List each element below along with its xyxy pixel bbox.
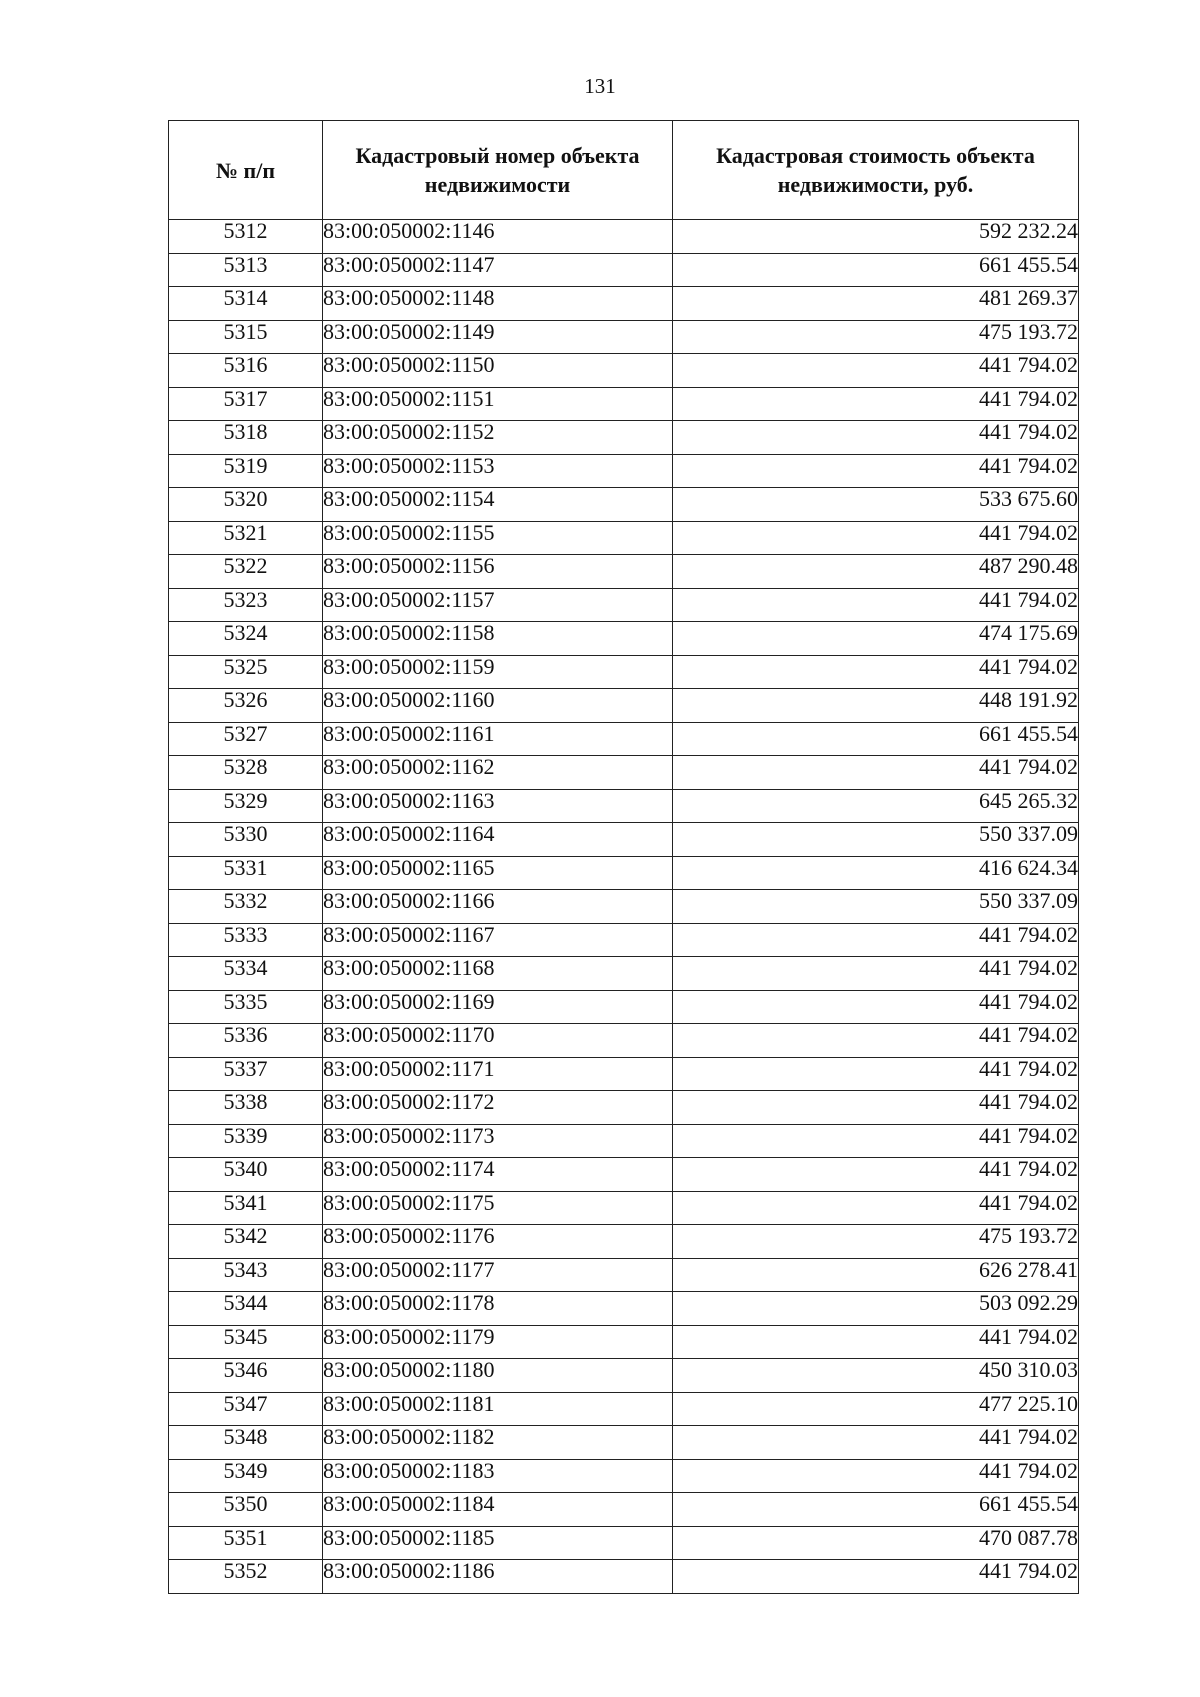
cadastral-value-cell: 645 265.32: [673, 789, 1079, 823]
row-number-cell: 5331: [169, 856, 323, 890]
cadastral-value-cell: 441 794.02: [673, 454, 1079, 488]
cadastral-number-cell: 83:00:050002:1179: [323, 1325, 673, 1359]
cadastral-value-cell: 441 794.02: [673, 1124, 1079, 1158]
cadastral-value-cell: 441 794.02: [673, 521, 1079, 555]
cadastral-number-cell: 83:00:050002:1158: [323, 622, 673, 656]
row-number-cell: 5346: [169, 1359, 323, 1393]
cadastral-value-cell: 441 794.02: [673, 421, 1079, 455]
row-number-cell: 5333: [169, 923, 323, 957]
row-number-cell: 5341: [169, 1191, 323, 1225]
row-number-cell: 5343: [169, 1258, 323, 1292]
table-row: [169, 1225, 1079, 1259]
table-row: [169, 1057, 1079, 1091]
header-cadastral-value: Кадастровая стоимость объекта недвижимости, руб.: [673, 121, 1079, 220]
cadastral-number-cell: 83:00:050002:1171: [323, 1057, 673, 1091]
cadastral-number-cell: 83:00:050002:1160: [323, 689, 673, 723]
row-number-cell: 5312: [169, 220, 323, 254]
cadastral-value-cell: 441 794.02: [673, 1057, 1079, 1091]
table-row: [169, 1392, 1079, 1426]
cadastral-value-cell: 441 794.02: [673, 1158, 1079, 1192]
cadastral-value-cell: 503 092.29: [673, 1292, 1079, 1326]
table-row: [169, 421, 1079, 455]
cadastral-value-cell: 661 455.54: [673, 722, 1079, 756]
cadastral-number-cell: 83:00:050002:1162: [323, 756, 673, 790]
row-number-cell: 5321: [169, 521, 323, 555]
cadastral-value-cell: 441 794.02: [673, 1024, 1079, 1058]
cadastral-value-cell: 474 175.69: [673, 622, 1079, 656]
cadastral-number-cell: 83:00:050002:1147: [323, 253, 673, 287]
cadastral-number-cell: 83:00:050002:1186: [323, 1560, 673, 1594]
cadastral-number-cell: 83:00:050002:1164: [323, 823, 673, 857]
table-row: [169, 756, 1079, 790]
row-number-cell: 5349: [169, 1459, 323, 1493]
cadastral-number-cell: 83:00:050002:1154: [323, 488, 673, 522]
cadastral-number-cell: 83:00:050002:1181: [323, 1392, 673, 1426]
table-row: [169, 1024, 1079, 1058]
row-number-cell: 5323: [169, 588, 323, 622]
cadastral-value-cell: 441 794.02: [673, 1459, 1079, 1493]
cadastral-number-cell: 83:00:050002:1177: [323, 1258, 673, 1292]
cadastral-number-cell: 83:00:050002:1149: [323, 320, 673, 354]
row-number-cell: 5326: [169, 689, 323, 723]
table-row: [169, 588, 1079, 622]
row-number-cell: 5351: [169, 1526, 323, 1560]
cadastral-number-cell: 83:00:050002:1167: [323, 923, 673, 957]
row-number-cell: 5350: [169, 1493, 323, 1527]
table-row: [169, 923, 1079, 957]
row-number-cell: 5339: [169, 1124, 323, 1158]
cadastral-value-cell: 441 794.02: [673, 354, 1079, 388]
table-row: [169, 689, 1079, 723]
row-number-cell: 5330: [169, 823, 323, 857]
cadastral-value-cell: 533 675.60: [673, 488, 1079, 522]
row-number-cell: 5320: [169, 488, 323, 522]
cadastral-number-cell: 83:00:050002:1173: [323, 1124, 673, 1158]
table-row: [169, 1292, 1079, 1326]
table-row: [169, 722, 1079, 756]
table-row: [169, 555, 1079, 589]
cadastral-value-cell: 477 225.10: [673, 1392, 1079, 1426]
cadastral-value-cell: 441 794.02: [673, 990, 1079, 1024]
page-number: 131: [584, 74, 616, 98]
cadastral-value-cell: 441 794.02: [673, 1091, 1079, 1125]
cadastral-number-cell: 83:00:050002:1169: [323, 990, 673, 1024]
cadastral-value-cell: 481 269.37: [673, 287, 1079, 321]
table-row: [169, 287, 1079, 321]
cadastral-number-cell: 83:00:050002:1170: [323, 1024, 673, 1058]
cadastral-value-cell: 441 794.02: [673, 387, 1079, 421]
cadastral-value-cell: 441 794.02: [673, 1325, 1079, 1359]
table-row: [169, 454, 1079, 488]
row-number-cell: 5352: [169, 1560, 323, 1594]
cadastral-number-cell: 83:00:050002:1156: [323, 555, 673, 589]
cadastral-number-cell: 83:00:050002:1148: [323, 287, 673, 321]
cadastral-value-cell: 626 278.41: [673, 1258, 1079, 1292]
table-row: [169, 521, 1079, 555]
cadastral-number-cell: 83:00:050002:1161: [323, 722, 673, 756]
row-number-cell: 5319: [169, 454, 323, 488]
cadastral-value-cell: 550 337.09: [673, 890, 1079, 924]
cadastral-number-cell: 83:00:050002:1178: [323, 1292, 673, 1326]
row-number-cell: 5328: [169, 756, 323, 790]
table-row: [169, 1459, 1079, 1493]
cadastral-number-cell: 83:00:050002:1155: [323, 521, 673, 555]
cadastral-number-cell: 83:00:050002:1152: [323, 421, 673, 455]
cadastral-value-cell: 661 455.54: [673, 1493, 1079, 1527]
row-number-cell: 5336: [169, 1024, 323, 1058]
cadastral-number-cell: 83:00:050002:1153: [323, 454, 673, 488]
row-number-cell: 5313: [169, 253, 323, 287]
table-row: [169, 890, 1079, 924]
row-number-cell: 5338: [169, 1091, 323, 1125]
table-row: [169, 253, 1079, 287]
cadastral-value-cell: 661 455.54: [673, 253, 1079, 287]
cadastral-number-cell: 83:00:050002:1168: [323, 957, 673, 991]
table-row: [169, 1258, 1079, 1292]
cadastral-number-cell: 83:00:050002:1174: [323, 1158, 673, 1192]
header-cadastral-number: Кадастровый номер объекта недвижимости: [323, 121, 673, 220]
table-row: [169, 387, 1079, 421]
header-row: [169, 121, 1079, 220]
row-number-cell: 5340: [169, 1158, 323, 1192]
cadastral-number-cell: 83:00:050002:1184: [323, 1493, 673, 1527]
row-number-cell: 5327: [169, 722, 323, 756]
row-number-cell: 5335: [169, 990, 323, 1024]
row-number-cell: 5325: [169, 655, 323, 689]
table-row: [169, 1325, 1079, 1359]
table-row: [169, 789, 1079, 823]
row-number-cell: 5317: [169, 387, 323, 421]
table-body: [169, 220, 1079, 1594]
table-row: [169, 220, 1079, 254]
cadastral-value-cell: 450 310.03: [673, 1359, 1079, 1393]
cadastral-number-cell: 83:00:050002:1182: [323, 1426, 673, 1460]
row-number-cell: 5315: [169, 320, 323, 354]
table-row: [169, 1091, 1079, 1125]
cadastral-number-cell: 83:00:050002:1151: [323, 387, 673, 421]
row-number-cell: 5334: [169, 957, 323, 991]
row-number-cell: 5332: [169, 890, 323, 924]
table-row: [169, 1191, 1079, 1225]
row-number-cell: 5345: [169, 1325, 323, 1359]
cadastral-value-cell: 441 794.02: [673, 588, 1079, 622]
table-row: [169, 823, 1079, 857]
table-header: [169, 121, 1079, 220]
table-row: [169, 1560, 1079, 1594]
cadastral-value-cell: 441 794.02: [673, 923, 1079, 957]
table-row: [169, 1124, 1079, 1158]
table-row: [169, 354, 1079, 388]
cadastral-number-cell: 83:00:050002:1185: [323, 1526, 673, 1560]
cadastral-number-cell: 83:00:050002:1146: [323, 220, 673, 254]
cadastral-value-cell: 475 193.72: [673, 1225, 1079, 1259]
row-number-cell: 5314: [169, 287, 323, 321]
cadastral-number-cell: 83:00:050002:1180: [323, 1359, 673, 1393]
row-number-cell: 5347: [169, 1392, 323, 1426]
cadastral-value-cell: 475 193.72: [673, 320, 1079, 354]
row-number-cell: 5318: [169, 421, 323, 455]
row-number-cell: 5342: [169, 1225, 323, 1259]
row-number-cell: 5348: [169, 1426, 323, 1460]
cadastral-value-cell: 441 794.02: [673, 655, 1079, 689]
table-row: [169, 622, 1079, 656]
cadastral-number-cell: 83:00:050002:1157: [323, 588, 673, 622]
table-row: [169, 1526, 1079, 1560]
row-number-cell: 5344: [169, 1292, 323, 1326]
table-row: [169, 488, 1079, 522]
cadastral-value-cell: 441 794.02: [673, 1560, 1079, 1594]
table-row: [169, 1426, 1079, 1460]
row-number-cell: 5316: [169, 354, 323, 388]
cadastral-value-cell: 550 337.09: [673, 823, 1079, 857]
cadastral-value-table: [168, 120, 1079, 1594]
table-row: [169, 1158, 1079, 1192]
cadastral-number-cell: 83:00:050002:1150: [323, 354, 673, 388]
cadastral-number-cell: 83:00:050002:1165: [323, 856, 673, 890]
table-row: [169, 655, 1079, 689]
cadastral-number-cell: 83:00:050002:1163: [323, 789, 673, 823]
row-number-cell: 5324: [169, 622, 323, 656]
cadastral-number-cell: 83:00:050002:1176: [323, 1225, 673, 1259]
cadastral-value-cell: 470 087.78: [673, 1526, 1079, 1560]
table-row: [169, 1493, 1079, 1527]
cadastral-value-cell: 416 624.34: [673, 856, 1079, 890]
cadastral-value-cell: 441 794.02: [673, 1426, 1079, 1460]
cadastral-value-cell: 441 794.02: [673, 1191, 1079, 1225]
cadastral-number-cell: 83:00:050002:1175: [323, 1191, 673, 1225]
table-row: [169, 320, 1079, 354]
cadastral-number-cell: 83:00:050002:1159: [323, 655, 673, 689]
cadastral-number-cell: 83:00:050002:1183: [323, 1459, 673, 1493]
row-number-cell: 5322: [169, 555, 323, 589]
cadastral-value-cell: 592 232.24: [673, 220, 1079, 254]
table-row: [169, 990, 1079, 1024]
table-row: [169, 1359, 1079, 1393]
table-row: [169, 957, 1079, 991]
cadastral-value-cell: 441 794.02: [673, 957, 1079, 991]
cadastral-value-cell: 487 290.48: [673, 555, 1079, 589]
cadastral-number-cell: 83:00:050002:1166: [323, 890, 673, 924]
cadastral-value-cell: 448 191.92: [673, 689, 1079, 723]
table-row: [169, 856, 1079, 890]
row-number-cell: 5337: [169, 1057, 323, 1091]
row-number-cell: 5329: [169, 789, 323, 823]
cadastral-number-cell: 83:00:050002:1172: [323, 1091, 673, 1125]
cadastral-value-cell: 441 794.02: [673, 756, 1079, 790]
header-row-number: № п/п: [169, 121, 323, 220]
